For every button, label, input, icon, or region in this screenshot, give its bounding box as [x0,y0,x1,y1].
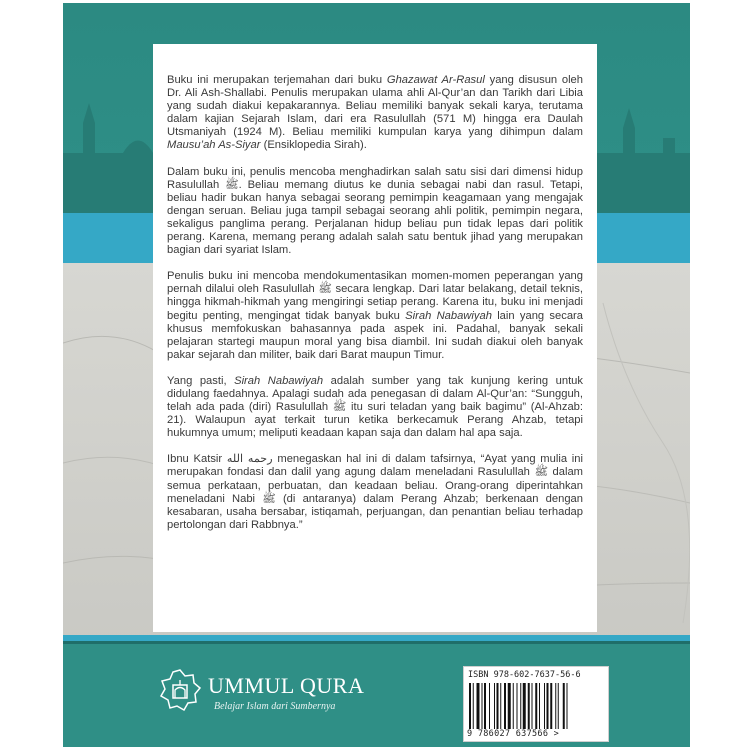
italic-title-run: Sirah Nabawiyah [405,309,492,322]
italic-title-run: Mausu’ah As-Siyar [167,139,261,152]
back-cover [63,3,690,747]
italic-title-run: Sirah Nabawiyah [234,374,324,387]
text-run: Yang pasti, [167,374,235,387]
barcode-bar [555,683,556,729]
synopsis-paragraph [167,166,583,258]
text-run: yang disusun oleh Dr. Ali Ash-Shallabi. Penulis merupakan ulama ahli Al-Qur’an dan Tarikh dari Libia yang sudah diakui kepakarannya. Beliau memiliki banyak sekali karya, terutama dalam kajian Sejarah Islam, dari era Rasulullah (571 M) hingga era Daulah Utsmaniyah (1924 M). Beliau memiliki kumpulan karya yang dihimpun dalam [167,74,584,139]
barcode-digits: 9 786027 637566 > [467,729,560,739]
barcode-bar [484,683,486,729]
synopsis-paragraph [167,453,583,532]
isbn-number: ISBN 978-602-7637-56-6 [468,670,581,680]
barcode-bar [547,683,549,729]
barcode-bar [494,683,495,729]
isbn-barcode [463,666,609,742]
text-run: Buku ini merupakan terjemahan dari buku [167,74,387,86]
barcode-bar [567,683,568,729]
publisher-logo [158,668,388,718]
barcode-bar [508,683,511,729]
synopsis-paragraph [167,74,583,153]
text-run: lain yang secara khusus memfokuskan bahasannya pada aspek ini. Padahal, banyak sekali pelajaran startegi maupun moral yang bisa diambil. Ini sudah diakui oleh banyak pakar sejarah dan militer, baik dari Barat maupun Timur. [167,309,584,361]
text-run: (Ensiklopedia Sirah). [260,139,367,152]
text-run: adalah sumber yang tak kunjung kering untuk didulang faedahnya. Apalagi sudah ada penegasan di dalam Al-Qur’an: “Sungguh, telah ada pada (diri) Rasulullah ﷺ itu suri teladan yang baik bagimu” (Al-Ahzab: 21). Walaupun ayat terkait turun ketika berkecamuk Perang Ahzab, tetapi hukumnya umum; meliputi keadaan kapan saja dan dalam hal apa saja. [167,374,584,440]
barcode-bar [517,683,518,729]
barcode-bar [532,683,533,729]
barcode-bar [528,683,530,729]
mosque-emblem-icon [158,668,202,712]
publisher-tagline: Belajar Islam dari Sumbernya [214,701,336,712]
barcode-bar [563,683,565,729]
italic-title-run: Ghazawat Ar-Rasul [386,74,485,86]
barcode-bar [520,683,521,729]
barcode-bar [539,683,540,729]
text-run: Ibnu Katsir رحمه الله menegaskan hal ini di dalam tafsirnya, “Ayat yang mulia ini merupakan fondasi dan dalil yang agung dalam meneladani Rasulullah ﷺ dalam semua perkataan, perbuatan, dan keadaan beliau. Orang-orang diperintahkan meneladani Nabi ﷺ (di antaranya) dalam Perang Ahzab; berkenaan dengan kesabaran, usaha bersabar, istiqamah, perjuangan, dan penantian beliau terhadap pertolongan dari Rabbnya.” [167,453,583,531]
barcode-bar [550,683,552,729]
barcode-bar [535,683,537,729]
barcode-bar [473,683,474,729]
publisher-name: UMMUL QURA [208,673,365,698]
synopsis-text-box [153,44,597,632]
synopsis-paragraph [167,270,583,362]
barcode-bar [469,683,471,729]
text-run: Penulis buku ini mencoba mendokumentasikan momen-momen peperangan yang pernah dilalui oleh Rasulullah ﷺ secara lengkap. Dari latar belakang, detail teknis, hingga hikmah-hikmah yang mengiringi setiap perang. Karena itu, buku ini menjadi begitu penting, mengingat tidak banyak buku [167,270,583,322]
barcode-bar [489,683,490,729]
barcode-bar [500,683,501,729]
text-run: Dalam buku ini, penulis mencoba menghadirkan salah satu sisi dari dimensi hidup Rasulullah ﷺ. Beliau memang diutus ke dunia sebagai nabi dan rasul. Tetapi, beliau hadir bukan hanya sebagai seorang pemimpin keagamaan yang mengajak dengan seruan. Beliau juga tampil sebagai seorang ahli politik, pemimpin negara, sekaligus panglima perang. Perjalanan hidup beliau pun tidak lepas dari politik perang. Karena, memang perang adalah salah satu bentuk jihad yang merupakan bagian dari syariat Islam. [167,165,583,257]
barcode-bar [497,683,499,729]
barcode-bar [523,683,526,729]
barcode-bar [558,683,559,729]
barcode-bar [482,683,483,729]
barcode-bar [477,683,480,729]
barcode-bars [467,683,607,729]
barcode-bar [544,683,545,729]
barcode-bar [513,683,514,729]
barcode-bar [504,683,506,729]
synopsis-paragraph [167,375,583,440]
